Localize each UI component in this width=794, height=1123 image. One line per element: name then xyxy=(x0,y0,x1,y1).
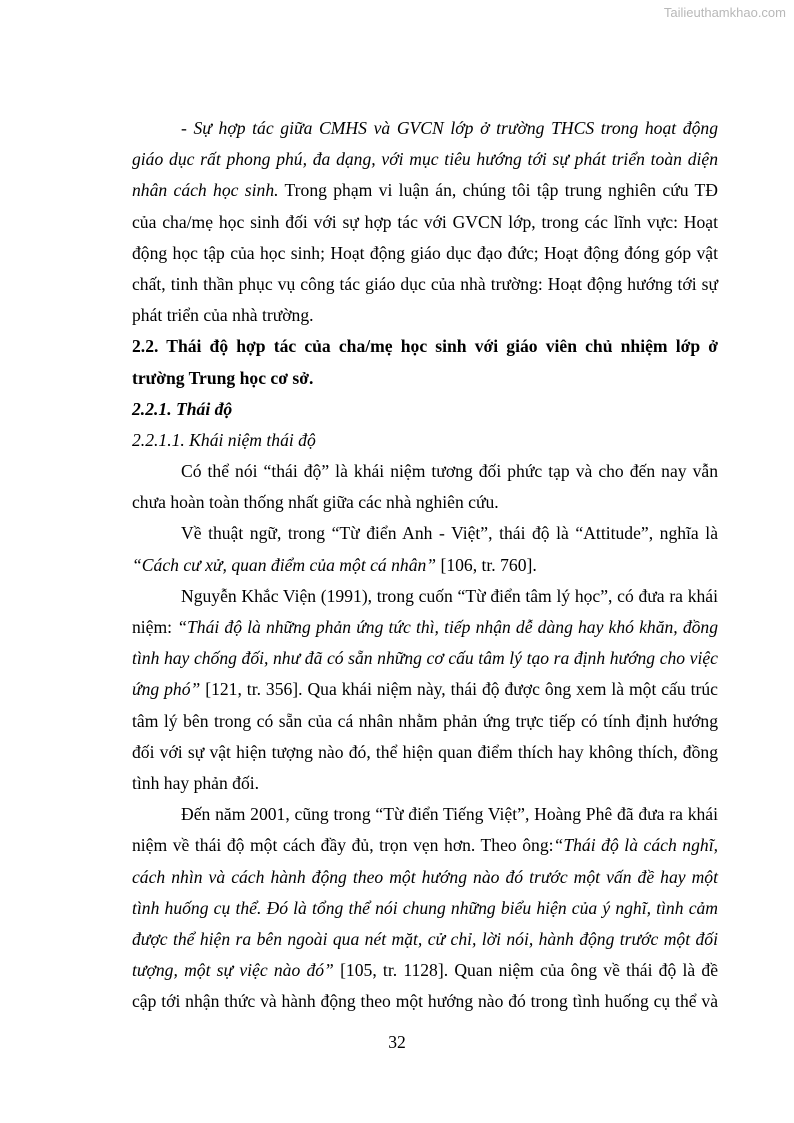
paragraph-hoang-phe xyxy=(132,799,718,1017)
section-heading-2-2-1-1: 2.2.1.1. Khái niệm thái độ xyxy=(132,429,316,450)
italic-text: tượng, một sự việc nào đó” xyxy=(132,960,334,981)
text-line: Có thể nói “thái độ” là khái niệm tương đối phức tạp và cho đến nay vẫn xyxy=(181,461,718,482)
text-span: niệm về thái độ một cách đầy đủ, trọn vẹn hơn. Theo ông: xyxy=(132,835,554,856)
text-line: tình hay phản đối. xyxy=(132,772,260,793)
italic-text: “Cách cư xử, quan điểm của một cá nhân” xyxy=(132,554,437,575)
text-line xyxy=(132,674,718,705)
text-span: Trong phạm vi luận án, chúng tôi tập trung nghiên cứu TĐ xyxy=(278,180,718,201)
text-line: tâm lý bên trong có sẵn của cá nhân nhằm phản ứng trực tiếp có tính định hướng xyxy=(132,710,718,731)
section-heading-2-2 xyxy=(132,331,718,393)
text-line: Nguyễn Khắc Viện (1991), trong cuốn “Từ điển tâm lý học”, có đưa ra khái xyxy=(181,585,718,606)
text-line: của cha/mẹ học sinh đối với sự hợp tác với GVCN lớp, trong các lĩnh vực: Hoạt xyxy=(132,211,718,232)
text-line: động học tập của học sinh; Hoạt động giáo dục đạo đức; Hoạt động đóng góp vật xyxy=(132,242,718,263)
text-span: niệm: xyxy=(132,617,178,637)
text-line: cập tới nhận thức và hành động theo một hướng nào đó trong tình huống cụ thể và xyxy=(132,991,718,1012)
text-line: đối với sự vật hiện tượng nào đó, thể hiện quan điểm thích hay không thích, đồng xyxy=(132,741,718,762)
document-body xyxy=(132,113,718,1017)
paragraph-nguyen-khac-vien xyxy=(132,581,718,799)
italic-text: nhân cách học sinh. xyxy=(132,180,279,201)
text-line: phát triển của nhà trường. xyxy=(132,305,314,326)
text-span: [121, tr. 356]. Qua khái niệm này, thái độ được ông xem là một cấu trúc xyxy=(200,679,718,700)
text-line xyxy=(132,175,718,206)
text-line: chất, tinh thần phục vụ công tác giáo dục của nhà trường: Hoạt động hướng tới sự xyxy=(132,273,718,294)
text-line: cách nhìn và cách hành động theo một hướng nào đó trước một vấn đề hay một xyxy=(132,866,718,887)
heading-line: trường Trung học cơ sở. xyxy=(132,367,314,388)
text-line: Về thuật ngữ, trong “Từ điển Anh - Việt”, thái độ là “Attitude”, nghĩa là xyxy=(181,523,718,544)
text-line: - Sự hợp tác giữa CMHS và GVCN lớp ở trường THCS trong hoạt động xyxy=(181,118,718,138)
section-heading-2-2-1: 2.2.1. Thái độ xyxy=(132,398,233,419)
text-line xyxy=(132,612,718,643)
text-line: giáo dục rất phong phú, đa dạng, với mục tiêu hướng tới sự phát triển toàn diện xyxy=(132,149,718,170)
paragraph-attitude-complexity xyxy=(132,456,718,518)
text-span: [106, tr. 760]. xyxy=(436,554,537,575)
paragraph-cooperation-scope xyxy=(132,113,718,331)
text-line: chưa hoàn toàn thống nhất giữa các nhà nghiên cứu. xyxy=(132,492,499,513)
text-line: Đến năm 2001, cũng trong “Từ điển Tiếng Việt”, Hoàng Phê đã đưa ra khái xyxy=(181,804,718,825)
text-line xyxy=(132,550,718,581)
paragraph-english-dictionary xyxy=(132,518,718,580)
italic-text: ứng phó” xyxy=(132,679,201,700)
italic-text: “Thái độ là cách nghĩ, xyxy=(553,835,718,856)
text-line xyxy=(132,955,718,986)
page-number: 32 xyxy=(388,1032,406,1052)
text-span: [105, tr. 1128]. Quan niệm của ông về thái độ là đề xyxy=(333,960,719,981)
text-line xyxy=(132,830,718,861)
text-line: tình huống cụ thể. Đó là tổng thể nói chung những biểu hiện của ý nghĩ, tình cảm xyxy=(132,897,718,918)
italic-text: “Thái độ là những phản ứng tức thì, tiếp nhận dễ dàng hay khó khăn, đồng xyxy=(177,617,719,637)
heading-line: 2.2. Thái độ hợp tác của cha/mẹ học sinh với giáo viên chủ nhiệm lớp ở xyxy=(132,336,718,357)
text-line: được thể hiện ra bên ngoài qua nét mặt, cử chỉ, lời nói, hành động trước một đối xyxy=(132,928,718,949)
text-line: tình hay chống đối, như đã có sẵn những cơ cấu tâm lý tạo ra định hướng cho việc xyxy=(132,648,718,669)
watermark: Tailieuthamkhao.com xyxy=(663,5,786,20)
